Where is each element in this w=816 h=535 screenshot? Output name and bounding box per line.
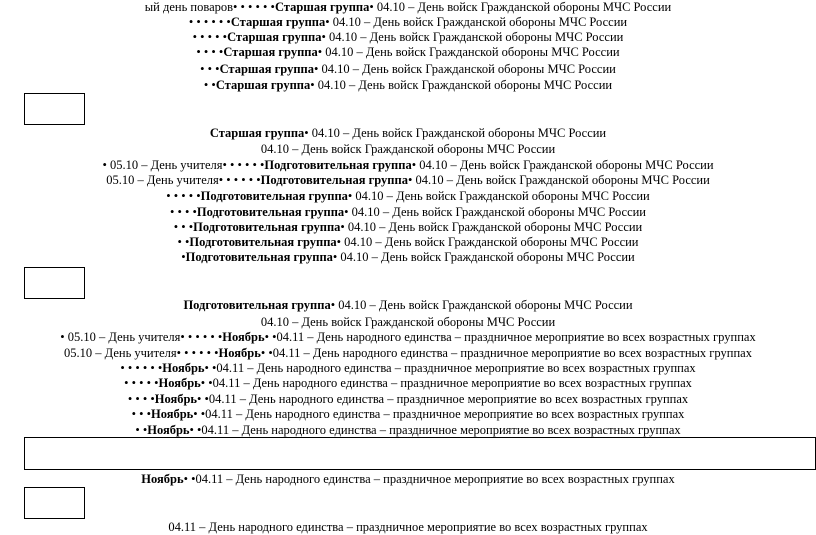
event-text: 04.11 – День народного единства – праздничное мероприятие во всех возрастных группах (168, 520, 648, 534)
text-line (0, 472, 816, 487)
bullets: • • • • • • (120, 361, 163, 375)
line-prefix: ый день поваров (144, 0, 234, 14)
group-heading: Подготовительная группа (189, 235, 337, 249)
text-line (0, 62, 816, 77)
text-line (0, 423, 816, 438)
event-text: • 04.10 – День войск Гражданской обороны МЧС России (336, 235, 639, 249)
event-text: • •04.11 – День народного единства – праздничное мероприятие во всех возрастных группах (197, 392, 689, 406)
bullets: • • • • • • (176, 346, 219, 360)
group-heading: Ноябрь (158, 376, 201, 390)
group-heading: Старшая группа (209, 126, 305, 140)
group-heading: Старшая группа (227, 30, 322, 44)
group-heading: Подготовительная группа (260, 173, 408, 187)
text-line (0, 330, 816, 345)
text-line (0, 235, 816, 250)
event-text: 04.10 – День войск Гражданской обороны МЧС России (260, 315, 556, 329)
bullets: • • (135, 423, 148, 437)
bullets: • • • • (169, 205, 197, 219)
text-line (0, 142, 816, 157)
event-text: • •04.11 – День народного единства – праздничное мероприятие во всех возрастных группах (260, 346, 752, 360)
group-heading: Подготовительная группа (183, 298, 331, 312)
group-heading: Старшая группа (219, 62, 314, 76)
group-heading: Старшая группа (274, 0, 370, 14)
bullets: • • • • • • (222, 158, 265, 172)
text-line (0, 78, 816, 93)
event-text: • 04.10 – День войск Гражданской обороны МЧС России (321, 30, 624, 44)
bullets: • • • (173, 220, 194, 234)
group-heading: Ноябрь (222, 330, 265, 344)
bullets: • • • • • • (233, 0, 275, 14)
event-text: • 04.10 – День войск Гражданской обороны МЧС России (340, 220, 643, 234)
empty-frame (24, 93, 85, 125)
bullets: • • • • • • (188, 15, 231, 29)
text-line (0, 361, 816, 376)
text-line (0, 0, 816, 15)
bullets: • • • • • • (180, 330, 223, 344)
event-text: • •04.11 – День народного единства – праздничное мероприятие во всех возрастных группах (200, 376, 692, 390)
bullets: • • • (131, 407, 151, 421)
line-prefix: 05.10 – День учителя (106, 173, 219, 187)
text-line (0, 30, 816, 45)
event-text: • 04.10 – День войск Гражданской обороны МЧС России (310, 78, 613, 92)
empty-frame-wide (24, 437, 816, 470)
event-text: • 04.10 – День войск Гражданской обороны МЧС России (325, 15, 628, 29)
group-heading: Подготовительная группа (193, 220, 341, 234)
bullets: • • • • • (166, 189, 201, 203)
group-heading: Ноябрь (162, 361, 205, 375)
group-heading: Ноябрь (150, 407, 194, 421)
event-text: • 04.10 – День войск Гражданской обороны МЧС России (330, 298, 633, 312)
group-heading: Подготовительная группа (196, 205, 345, 219)
text-line (0, 189, 816, 204)
text-line (0, 392, 816, 407)
empty-frame (24, 267, 85, 299)
text-line (0, 126, 816, 141)
bullets: • • • • (196, 45, 224, 59)
bullets: • • • • • (124, 376, 159, 390)
bullets: • • (177, 235, 190, 249)
event-text: • •04.11 – День народного единства – праздничное мероприятие во всех возрастных группах (193, 407, 685, 421)
text-line (0, 15, 816, 30)
group-heading: Ноябрь (141, 472, 184, 486)
group-heading: Подготовительная группа (264, 158, 412, 172)
group-heading: Подготовительная группа (200, 189, 348, 203)
text-line (0, 376, 816, 391)
group-heading: Ноябрь (218, 346, 261, 360)
event-text: • 04.10 – День войск Гражданской обороны МЧС России (304, 126, 607, 140)
group-heading: Старшая группа (215, 78, 311, 92)
event-text: • •04.11 – День народного единства – праздничное мероприятие во всех возрастных группах (183, 472, 675, 486)
bullets: • • • • • (192, 30, 228, 44)
text-line (0, 220, 816, 235)
group-heading: Старшая группа (223, 45, 318, 59)
event-text: • 04.10 – День войск Гражданской обороны МЧС России (344, 205, 646, 219)
group-heading: Подготовительная группа (185, 250, 333, 264)
empty-frame (24, 487, 85, 519)
group-heading: Ноябрь (154, 392, 198, 406)
line-prefix: • 05.10 – День учителя (102, 158, 223, 172)
bullets: • • • (200, 62, 220, 76)
event-text: • 04.10 – День войск Гражданской обороны МЧС России (332, 250, 635, 264)
text-line (0, 45, 816, 60)
bullets: • • (203, 78, 216, 92)
line-prefix: 05.10 – День учителя (64, 346, 177, 360)
text-line (0, 158, 816, 173)
event-text: • •04.11 – День народного единства – праздничное мероприятие во всех возрастных группах (204, 361, 696, 375)
event-text: • •04.11 – День народного единства – праздничное мероприятие во всех возрастных группах (264, 330, 756, 344)
text-line (0, 520, 816, 535)
event-text: • 04.10 – День войск Гражданской обороны МЧС России (411, 158, 714, 172)
event-text: • 04.10 – День войск Гражданской обороны МЧС России (313, 62, 616, 76)
event-text: • 04.10 – День войск Гражданской обороны МЧС России (407, 173, 710, 187)
text-line (0, 173, 816, 188)
line-prefix: • 05.10 – День учителя (60, 330, 181, 344)
event-text: • •04.11 – День народного единства – праздничное мероприятие во всех возрастных группах (189, 423, 681, 437)
text-line (0, 298, 816, 313)
event-text: • 04.10 – День войск Гражданской обороны МЧС России (317, 45, 620, 59)
text-line (0, 407, 816, 422)
text-line (0, 205, 816, 220)
group-heading: Старшая группа (230, 15, 326, 29)
group-heading: Ноябрь (147, 423, 190, 437)
text-line (0, 250, 816, 265)
event-text: 04.10 – День войск Гражданской обороны МЧС России (260, 142, 556, 156)
bullets: • • • • (127, 392, 155, 406)
event-text: • 04.10 – День войск Гражданской обороны МЧС России (369, 0, 672, 14)
bullets: • • • • • • (218, 173, 261, 187)
text-line (0, 346, 816, 361)
bullets: • (181, 250, 186, 264)
text-line (0, 315, 816, 330)
event-text: • 04.10 – День войск Гражданской обороны МЧС России (347, 189, 650, 203)
